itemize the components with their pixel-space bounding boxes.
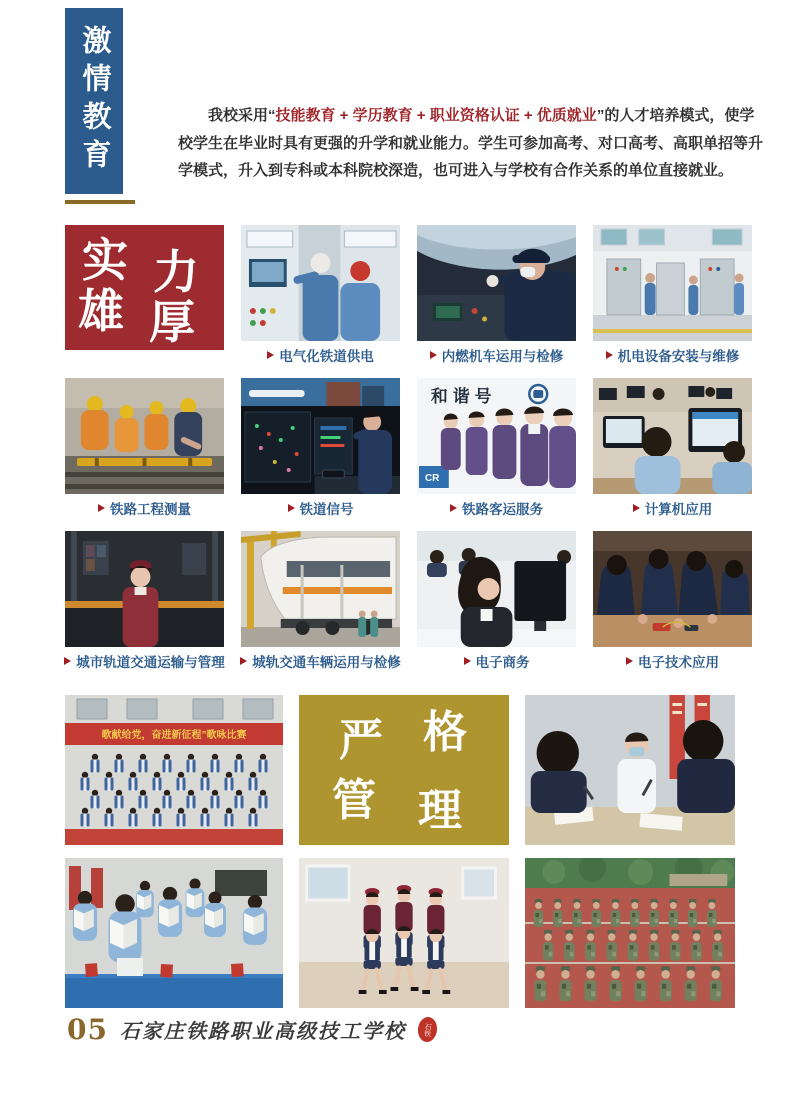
photo-students-studying [525,695,735,845]
photo-platform-illustration [65,531,224,647]
caption-arrow-icon [464,657,471,665]
management-char-3: 管 [332,775,376,826]
major-label: 机电设备安装与维修 [617,348,740,364]
major-ecommerce [417,531,576,674]
major-railway-signal [241,378,400,521]
major-label: 城轨交通车辆运用与检修 [252,654,401,670]
major-electronic-technology [593,531,752,674]
management-title-block [299,695,509,845]
photo-choir-illustration [65,695,283,845]
photo-driver-illustration [417,225,576,341]
cr-sign-text: CR [424,472,440,485]
major-label: 电子技术应用 [638,654,719,670]
major-electrified-railway-power [241,225,400,368]
major-label: 内燃机车运用与检修 [441,348,564,364]
major-caption [241,341,400,368]
photo-passenger-service [417,378,576,494]
photo-military-illustration [525,858,735,1008]
choir-banner-text: 歌献给党，奋进新征程”歌咏比赛 [101,730,247,741]
photo-metro-depot [241,531,400,647]
caption-arrow-icon [64,657,71,665]
photo-electrified-railway-power [241,225,400,341]
photo-etiquette-illustration [299,858,509,1008]
major-computer-application [593,378,752,521]
major-label: 铁路工程测量 [110,501,191,517]
major-caption [417,494,576,521]
major-label: 铁道信号 [299,501,354,517]
major-label: 电气化铁道供电 [279,348,374,364]
photo-electric-panel-illustration [241,225,400,341]
section-title-banner [65,8,123,194]
major-passenger-service [417,378,576,521]
major-label: 计算机应用 [644,501,713,517]
photo-computer-lab [593,378,752,494]
caption-arrow-icon [633,504,640,512]
photo-attendants-illustration [417,378,576,494]
caption-arrow-icon [450,504,457,512]
major-railway-survey [65,378,224,521]
strength-char-1: 实 [82,233,128,287]
photo-ecommerce-lab [417,531,576,647]
strength-char-2: 力 [153,245,199,299]
photo-survey-illustration [65,378,224,494]
seal-text: 石铁 [423,1022,432,1037]
major-caption [593,341,752,368]
major-caption [241,647,400,674]
major-caption [65,494,224,521]
photo-students-reading [65,858,283,1008]
school-seal [417,1016,439,1043]
major-caption [593,494,752,521]
photo-signal-control-room [241,378,400,494]
management-section [65,695,737,1008]
caption-arrow-icon [430,351,437,359]
caption-arrow-icon [98,504,105,512]
strength-title-block [65,225,224,350]
photo-military-training [525,858,735,1008]
caption-arrow-icon [606,351,613,359]
photo-reading-illustration [65,858,283,1008]
management-char-4: 理 [418,785,462,836]
photo-attendant-etiquette [299,858,509,1008]
page-number: 05 [67,1013,108,1046]
caption-arrow-icon [288,504,295,512]
photo-electronics-class [593,531,752,647]
photo-electronics-illustration [593,531,752,647]
banner-underline [65,200,135,204]
strength-char-4: 厚 [149,295,195,349]
photo-ecommerce-illustration [417,531,576,647]
school-name: 石家庄铁路职业高级技工学校 [119,1019,406,1043]
caption-arrow-icon [267,351,274,359]
intro-highlight: 技能教育 + 学历教育 + 职业资格认证 + 优质就业 [275,107,597,124]
photo-choir-competition [65,695,283,845]
caption-arrow-icon [240,657,247,665]
photo-locomotive-cab [417,225,576,341]
major-label: 铁路客运服务 [462,501,543,517]
photo-study-illustration [525,695,735,845]
major-label: 电子商务 [475,654,530,670]
photo-equipment-workshop [593,225,752,341]
majors-section [65,225,752,674]
photo-computer-lab-illustration [593,378,752,494]
caption-arrow-icon [626,657,633,665]
photo-workshop-illustration [593,225,752,341]
major-caption [417,341,576,368]
major-urban-rail-vehicle [241,531,400,674]
section-title: 激情教育 [78,25,111,177]
major-label: 城市轨道交通运输与管理 [76,654,225,670]
photo-metro-platform [65,531,224,647]
intro-rest: ”的人才培养模式，使学校学生在毕业时具有更强的升学和就业能力。学生可参加高考、对口高考、高职单招等升学模式，升入到专科或本科院校深造，也可进入与学校有合作关系的单位直接就业。 [178,107,764,179]
major-urban-rail-management [65,531,224,674]
intro-paragraph [178,102,766,185]
photo-signal-illustration [241,378,400,494]
management-char-1: 严 [339,715,383,766]
photo-track-survey [65,378,224,494]
intro-lead: 我校采用“ [208,107,276,124]
major-electromechanical-equipment [593,225,752,368]
major-diesel-locomotive [417,225,576,368]
major-caption [65,647,224,674]
major-caption [593,647,752,674]
major-caption [417,647,576,674]
strength-char-3: 雄 [78,284,124,338]
photo-depot-illustration [241,531,400,647]
page-footer [67,1013,437,1046]
harmony-brand-text: 和谐号 [430,386,497,407]
major-caption [241,494,400,521]
management-char-2: 格 [423,707,467,758]
